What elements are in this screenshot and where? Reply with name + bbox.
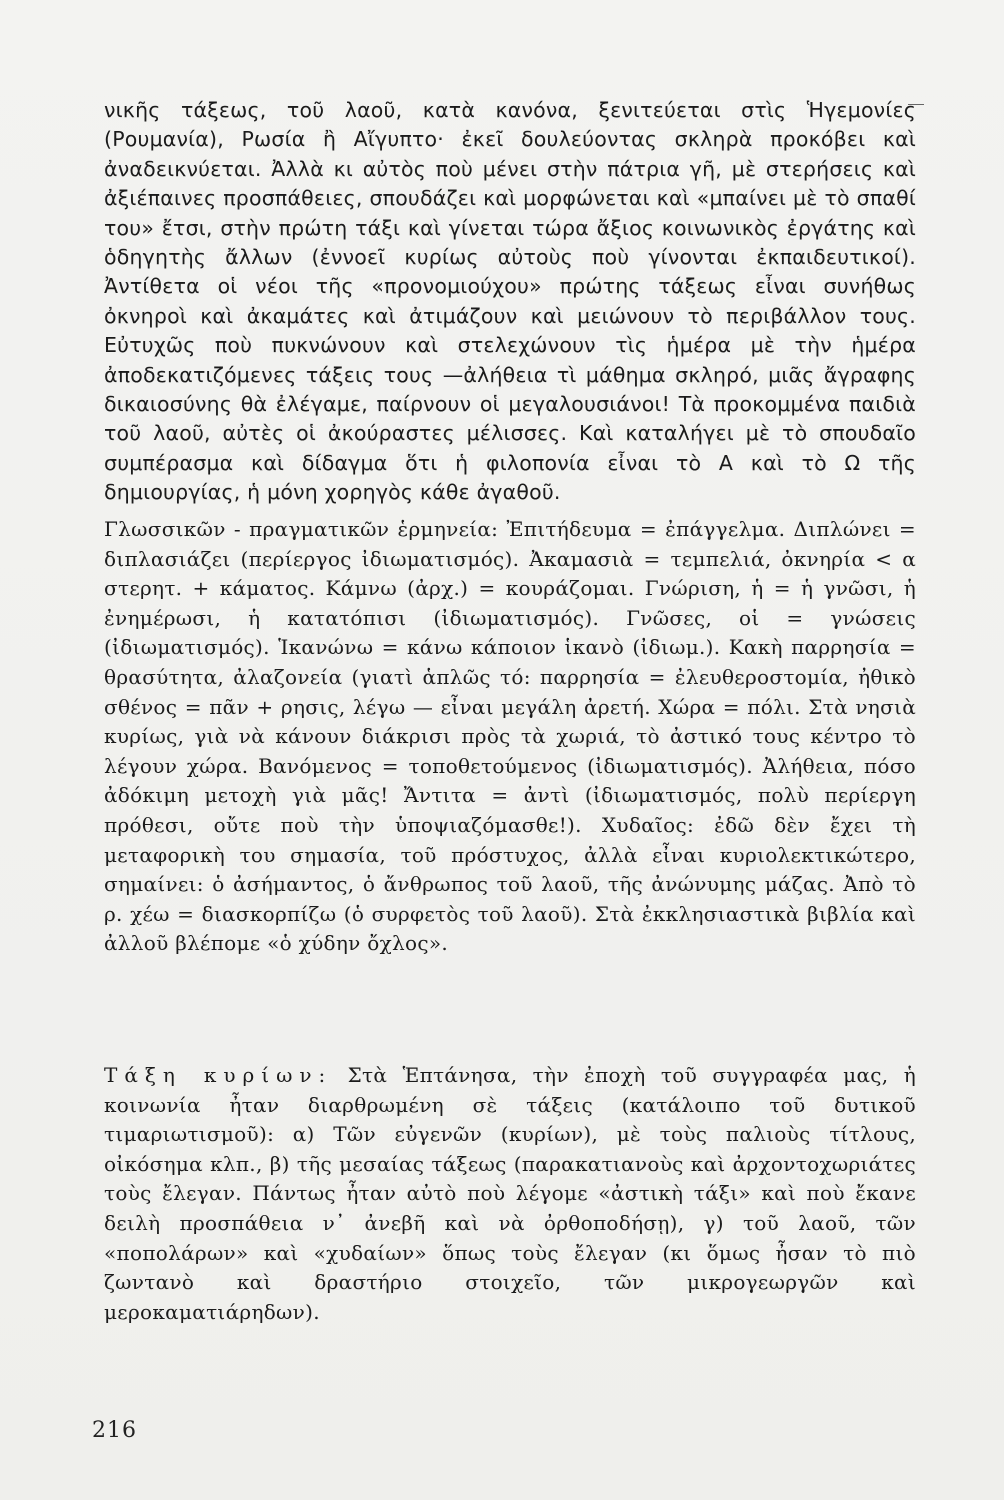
paragraph-text: Στὰ Ἑπτάνησα, τὴν ἐποχὴ τοῦ συγγραφέα μας, ἡ κοινωνία ἦταν διαρθρωμένη σὲ τάξεις (κατάλοιπο τοῦ δυτικοῦ τιμαριωτισμοῦ): α) Τῶν εὐγενῶν (κυρίων), μὲ τοὺς παλιοὺς τίτλους, οἰκόσημα κλπ., β) τῆς μεσαίας τάξεως (παρακατιανοὺς καὶ ἀρχοντοχωριάτες τοὺς ἔλεγαν. Πάντως ἦταν αὐτὸ ποὺ λέγομε «ἀστικὴ τάξι» καὶ ποὺ ἔκανε δειλὴ προσπάθεια ν᾿ ἀνεβῆ καὶ νὰ ὀρθοποδήσῃ), γ) τοῦ λαοῦ, τῶν «ποπολάρων» καὶ «χυδαίων» ὅπως τοὺς ἔλεγαν (κι ὅμως ἦσαν τὸ πιὸ ζωντανὸ καὶ δραστήριο στοιχεῖο, τῶν μικρογεωργῶν καὶ μεροκαματιάρηδων). bbox=[104, 1063, 916, 1324]
paragraph-body bbox=[104, 1061, 916, 1327]
paragraph-text: Γλωσσικῶν - πραγματικῶν ἑρμηνεία: Ἐπιτήδευμα = ἐπάγγελμα. Διπλώνει = διπλασιάζει (περίεργος ἰδιωματισμός). Ἀκαμασιὰ = τεμπελιά, ὀκνηρία < α στερητ. + κάματος. Κάμνω (ἀρχ.) = κουράζομαι. Γνώριση, ἡ = ἡ γνῶσι, ἡ ἐνημέρωσι, ἡ κατατόπισι (ἰδιωματισμός). Γνῶσες, οἱ = γνώσεις (ἰδιωματισμός). Ἱκανώνω = κάνω κάποιον ἱκανὸ (ἰδιωμ.). Κακὴ παρρησία = θρασύτητα, ἀλαζονεία (γιατὶ ἁπλῶς τό: παρρησία = ἐλευθεροστομία, ἠθικὸ σθένος = πᾶν + ρησις, λέγω — εἶναι μεγάλη ἀρετή. Χώρα = πόλι. Στὰ νησιὰ κυρίως, γιὰ νὰ κάνουν διάκρισι πρὸς τὰ χωριά, τὸ ἀστικό τους κέντρο τὸ λέγουν χώρα. Βανόμενος = τοποθετούμενος (ἰδιωματισμός). Ἀλήθεια, πόσο ἀδόκιμη μετοχὴ γιὰ μᾶς! Ἄντιτα = ἀντὶ (ἰδιωματισμός, πολὺ περίεργη πρόθεσι, οὔτε ποὺ τὴν ὑποψιαζόμασθε!). Χυδαῖος: ἐδῶ δὲν ἔχει τὴ μεταφορικὴ του σημασία, τοῦ πρόστυχος, ἀλλὰ εἶναι κυριολεκτικώτερο, σημαίνει: ὁ ἀσήμαντος, ὁ ἄνθρωπος τοῦ λαοῦ, τῆς ἀνώνυμης μάζας. Ἀπὸ τὸ ρ. χέω = διασκορπίζω (ὁ συρφετὸς τοῦ λαοῦ). Στὰ ἐκκλησιαστικὰ βιβλία καὶ ἀλλοῦ βλέπομε «ὁ χύδην ὄχλος». bbox=[104, 517, 916, 956]
spaced-heading: Τάξη κυρίων: bbox=[104, 1063, 333, 1087]
paragraph-glossary bbox=[104, 515, 916, 959]
paragraph-commentary bbox=[104, 96, 916, 508]
paragraph-text: νικῆς τάξεως, τοῦ λαοῦ, κατὰ κανόνα, ξενιτεύεται στὶς Ἡγεμονίες (Ρουμανία), Ρωσία ἢ Αἴγυπτο· ἐκεῖ δουλεύοντας σκληρὰ προκόβει καὶ ἀναδεικνύεται. Ἀλλὰ κι αὐτὸς ποὺ μένει στὴν πάτρια γῆ, μὲ στερήσεις καὶ ἀξιέπαινες προσπάθειες, σπουδάζει καὶ μορφώνεται καὶ «μπαίνει μὲ τὸ σπαθί του» ἔτσι, στὴν πρώτη τάξι καὶ γίνεται τώρα ἄξιος κοινωνικὸς ἐργάτης καὶ ὁδηγητὴς ἄλλων (ἐννοεῖ κυρίως αὐτοὺς ποὺ γίνονται ἐκπαιδευτικοί). Ἀντίθετα οἱ νέοι τῆς «προνομιούχου» πρώτης τάξεως εἶναι συνήθως ὀκνηροὶ καὶ ἀκαμάτες καὶ ἀτιμάζουν καὶ μειώνουν τὸ περιβάλλον τους. Εὐτυχῶς ποὺ πυκνώνουν καὶ στελεχώνουν τὶς ἡμέρα μὲ τὴν ἡμέρα ἀποδεκατιζόμενες τάξεις τους —ἀλήθεια τὶ μάθημα σκληρό, μιᾶς ἄγραφης δικαιοσύνης θὰ ἐλέγαμε, παίρνουν οἱ μεγαλουσιάνοι! Τὰ προκομμένα παιδιὰ τοῦ λαοῦ, αὐτὲς οἱ ἀκούραστες μέλισσες. Καὶ καταλήγει μὲ τὸ σπουδαῖο συμπέρασμα καὶ δίδαγμα ὅτι ἡ φιλοπονία εἶναι τὸ Α καὶ τὸ Ω τῆς δημιουργίας, ἡ μόνη χορηγὸς κάθε ἀγαθοῦ. bbox=[104, 98, 916, 505]
page-number: 216 bbox=[92, 1418, 137, 1443]
paragraph-social-classes bbox=[104, 1061, 916, 1327]
